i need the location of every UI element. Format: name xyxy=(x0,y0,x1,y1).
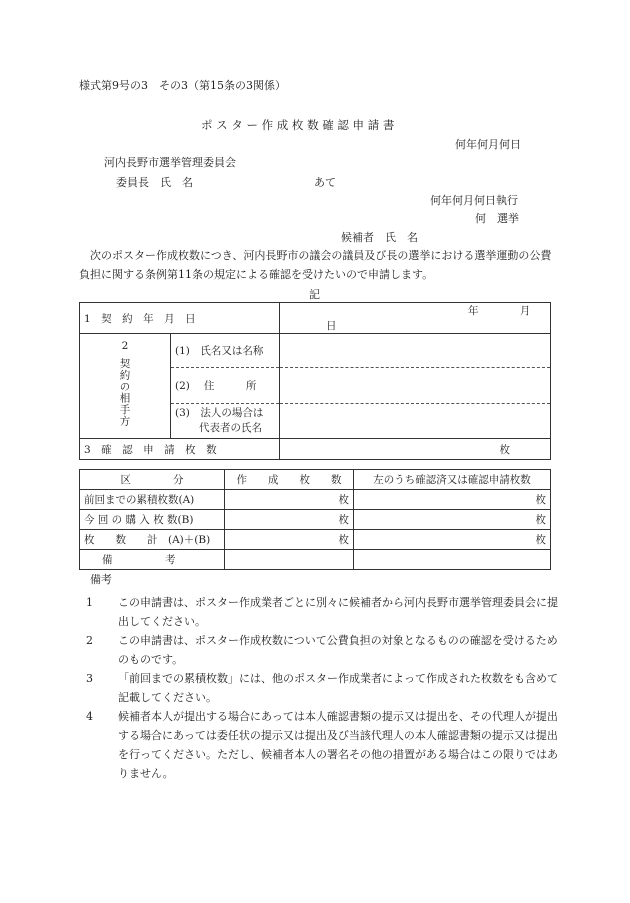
election-date: 何年何月何日執行 xyxy=(430,194,518,207)
application-date: 何年何月何日 xyxy=(455,138,521,151)
counterparty-address-value xyxy=(280,368,551,404)
row-produced: 枚 xyxy=(225,490,354,510)
header-produced: 作 成 枚 数 xyxy=(225,470,354,490)
row-label: 今 回 の 購 入 枚 数(B) xyxy=(80,510,225,530)
note-item: 3 「前回までの累積枚数」には、他のポスター作成業者によって作成された枚数をも含めて記載してください。 xyxy=(86,672,558,704)
table-row xyxy=(80,550,551,570)
representative-value xyxy=(280,404,551,439)
contract-table xyxy=(79,302,551,460)
table-row xyxy=(80,510,551,530)
form-number: 様式第9号の3 その3（第15条の3関係） xyxy=(79,79,286,92)
note-item: 2 この申請書は、ポスター作成枚数について公費負担の対象となるものの確認を受けるためのものです。 xyxy=(86,634,558,666)
row-label: 枚 数 計 (A)＋(B) xyxy=(80,530,225,550)
candidate-name: 候補者 氏 名 xyxy=(341,231,418,244)
row-confirmed: 枚 xyxy=(354,510,551,530)
requested-count-row xyxy=(80,439,551,460)
notes-title: 備考 xyxy=(90,573,112,586)
row-label: 前回までの累積枚数(A) xyxy=(80,490,225,510)
cumulative-table xyxy=(79,469,551,570)
ki-label: 記 xyxy=(309,288,320,301)
row-label: 備 考 xyxy=(80,550,225,570)
counterparty-name-value xyxy=(280,334,551,368)
table-row xyxy=(80,530,551,550)
row-produced xyxy=(225,550,354,570)
header-confirmed: 左のうち確認済又は確認申請枚数 xyxy=(354,470,551,490)
document-title: ポ ス タ ー 作 成 枚 数 確 認 申 請 書 xyxy=(201,118,395,132)
row-produced: 枚 xyxy=(225,510,354,530)
header-category: 区 分 xyxy=(80,470,225,490)
contract-date-value: 年 月 日 xyxy=(280,303,551,334)
note-item: 1 この申請書は、ポスター作成業者ごとに別々に候補者から河内長野市選挙管理委員会に提出してください。 xyxy=(86,596,558,628)
addressee: 河内長野市選挙管理委員会 xyxy=(104,156,236,169)
table-row xyxy=(80,490,551,510)
counterparty-label: 2 契約の相手方 xyxy=(80,334,171,439)
row-produced: 枚 xyxy=(225,530,354,550)
counterparty-name-label: (1) 氏名又は名称 xyxy=(171,334,280,368)
row-confirmed: 枚 xyxy=(354,530,551,550)
representative-label: (3) 法人の場合は 代表者の氏名 xyxy=(171,404,280,439)
requested-count-label: 3 確 認 申 請 枚 数 xyxy=(80,439,280,460)
note-item: 4 候補者本人が提出する場合にあっては本人確認書類の提示又は提出を、その代理人が提出する場合にあっては委任状の提示又は提出及び当該代理人の本人確認書類の提示又は提出を行ってください。ただし、候補者本人の署名その他の措置がある場合はこの限りではありません。 xyxy=(86,710,558,780)
requested-count-value: 枚 xyxy=(280,439,551,460)
counterparty-address-label: (2) 住 所 xyxy=(171,368,280,404)
contract-date-label: 1 契 約 年 月 日 xyxy=(80,303,280,334)
ate-label: あて xyxy=(314,176,336,189)
row-confirmed xyxy=(354,550,551,570)
chair-name: 委員長 氏 名 xyxy=(116,176,193,189)
body-text: 次のポスター作成枚数につき、河内長野市の議会の議員及び長の選挙における選挙運動の公費負担に関する条例第11条の規定による確認を受けたいので申請します。 xyxy=(79,249,552,281)
election-name: 何 選挙 xyxy=(475,212,519,225)
cumulative-header-row xyxy=(80,470,551,490)
contract-date-row xyxy=(80,303,551,334)
row-confirmed: 枚 xyxy=(354,490,551,510)
